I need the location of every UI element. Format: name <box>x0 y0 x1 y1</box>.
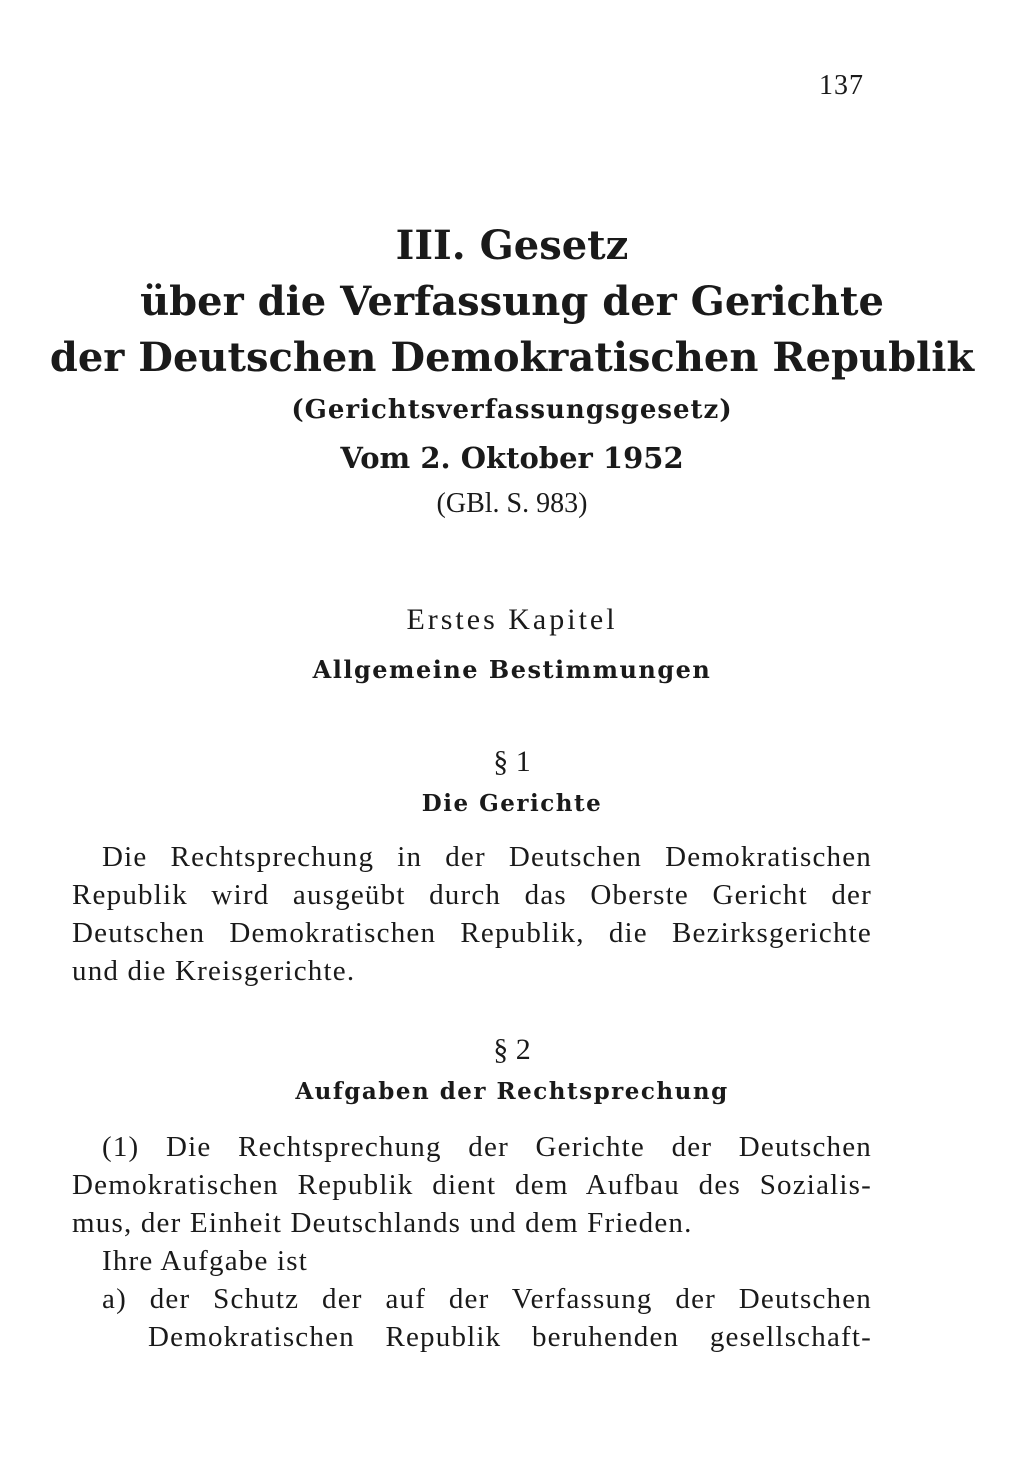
law-title-block <box>0 218 1024 526</box>
section-2-body <box>72 1128 872 1356</box>
list-item-line: a) der Schutz der auf der Verfassung der Deutschen <box>102 1283 872 1315</box>
chapter-title: Allgemeine Bestimmungen <box>312 655 712 684</box>
law-short-title: (Gerichtsverfassungsgesetz) <box>291 395 733 425</box>
law-title-line-1: III. Gesetz <box>395 222 629 269</box>
section-number: § 1 <box>493 745 531 778</box>
section-1-body <box>72 838 872 990</box>
list-item-line: Demokratischen Republik beruhenden gesellschaft- <box>148 1321 872 1353</box>
law-title-line-2: über die Verfassung der Gerichte <box>140 278 884 325</box>
section-2-heading <box>0 1030 1024 1112</box>
paragraph-line: Deutschen Demokratischen Republik, die Bezirksgerichte <box>72 917 872 949</box>
law-source: (GBl. S. 983) <box>436 488 588 519</box>
law-date: Vom 2. Oktober 1952 <box>340 441 684 475</box>
law-title-line-3: der Deutschen Demokratischen Republik <box>49 334 975 381</box>
paragraph-line: Demokratischen Republik dient dem Aufbau des Sozialis- <box>72 1169 872 1201</box>
paragraph-line: mus, der Einheit Deutschlands und dem Frieden. <box>72 1207 693 1239</box>
section-1-heading <box>0 742 1024 824</box>
paragraph-line: Die Rechtsprechung in der Deutschen Demokratischen <box>102 841 872 873</box>
chapter-label: Erstes Kapitel <box>406 603 618 636</box>
section-title: Aufgaben der Rechtsprechung <box>295 1078 729 1105</box>
paragraph-line: Ihre Aufgabe ist <box>102 1245 309 1277</box>
page-number: 137 <box>819 70 864 101</box>
paragraph-line: und die Kreisgerichte. <box>72 955 356 987</box>
section-title: Die Gerichte <box>421 790 603 817</box>
paragraph-line: Republik wird ausgeübt durch das Oberste Gericht der <box>72 879 872 911</box>
chapter-heading <box>0 600 1024 690</box>
section-number: § 2 <box>493 1033 531 1066</box>
paragraph-line: (1) Die Rechtsprechung der Gerichte der Deutschen <box>102 1131 872 1163</box>
